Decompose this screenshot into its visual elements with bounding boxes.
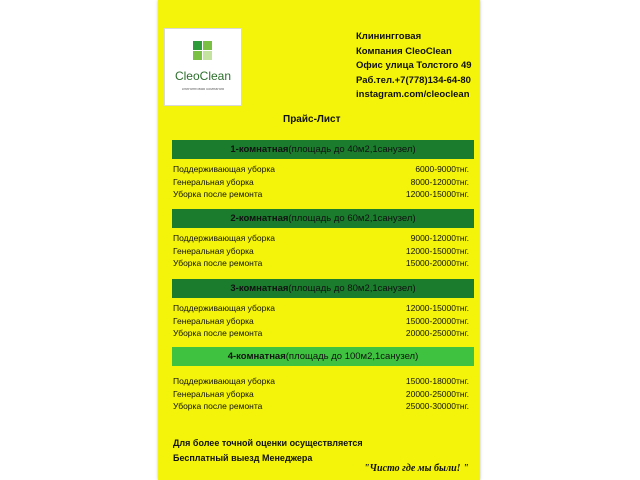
- section-heading-3-room: [172, 279, 474, 298]
- service-price: 6000-9000тнг.: [415, 164, 469, 174]
- service-price: 25000-30000тнг.: [405, 401, 469, 411]
- company-info: [356, 30, 472, 103]
- price-rows-4-room: [173, 375, 469, 413]
- logo-tagline: клининговая компания: [182, 86, 224, 91]
- section-heading-details: (площадь до 40м2,1санузел): [288, 144, 416, 155]
- price-row: [173, 315, 469, 328]
- service-name: Поддерживающая уборка: [173, 376, 275, 386]
- price-list-flyer: [158, 0, 480, 480]
- price-row: [173, 163, 469, 176]
- price-row: [173, 245, 469, 258]
- company-address: Офис улица Толстого 49: [356, 60, 472, 71]
- price-row: [173, 232, 469, 245]
- service-name: Уборка после ремонта: [173, 189, 263, 199]
- section-heading-bold: 3-комнатная: [230, 283, 289, 294]
- company-name: Компания CleoClean: [356, 45, 452, 57]
- price-row: [173, 176, 469, 189]
- service-name: Поддерживающая уборка: [173, 233, 275, 243]
- price-row: [173, 400, 469, 413]
- price-row: [173, 257, 469, 270]
- company-logo: [164, 28, 242, 106]
- company-instagram: instagram.com/cleoclean: [356, 89, 470, 100]
- price-rows-1-room: [173, 163, 469, 201]
- service-price: 15000-18000тнг.: [405, 376, 469, 386]
- section-heading-details: (площадь до 60м2,1санузел): [288, 213, 416, 224]
- service-price: 12000-15000тнг.: [405, 189, 469, 199]
- footer-line-2: Бесплатный выезд Менеджера: [173, 453, 313, 463]
- slogan: "Чисто где мы были! ": [364, 463, 469, 474]
- service-name: Генеральная уборка: [173, 315, 254, 326]
- section-heading-details: (площадь до 80м2,1санузел): [288, 283, 416, 294]
- logo-square-icon: [203, 51, 212, 60]
- section-heading-4-room: [172, 347, 474, 366]
- footer-line-1: Для более точной оценки осуществляется: [173, 438, 363, 448]
- service-price: 9000-12000тнг.: [410, 233, 469, 243]
- service-name: Генеральная уборка: [173, 245, 254, 256]
- service-price: 20000-25000тнг.: [405, 328, 469, 338]
- service-name: Генеральная уборка: [173, 388, 254, 399]
- service-name: Генеральная уборка: [173, 176, 254, 187]
- service-price: 20000-25000тнг.: [405, 388, 469, 399]
- company-type: Клинингговая: [356, 31, 422, 42]
- service-price: 12000-15000тнг.: [405, 245, 469, 256]
- service-name: Уборка после ремонта: [173, 401, 263, 411]
- company-phone: Раб.тел.+7(778)134-64-80: [356, 74, 471, 86]
- price-row: [173, 375, 469, 388]
- section-heading-bold: 1-комнатная: [230, 144, 289, 155]
- service-price: 12000-15000тнг.: [405, 303, 469, 313]
- logo-name: CleoClean: [174, 69, 232, 83]
- logo-square-icon: [193, 41, 202, 50]
- section-heading-bold: 4-комнатная: [227, 351, 286, 362]
- page-title: Прайс-Лист: [283, 114, 341, 125]
- service-name: Поддерживающая уборка: [173, 303, 275, 313]
- service-price: 15000-20000тнг.: [405, 315, 469, 326]
- price-row: [173, 327, 469, 340]
- service-name: Уборка после ремонта: [173, 258, 263, 268]
- section-heading-details: (площадь до 100м2,1санузел): [285, 351, 419, 362]
- section-heading-bold: 2-комнатная: [230, 213, 289, 224]
- service-name: Уборка после ремонта: [173, 328, 263, 338]
- service-price: 15000-20000тнг.: [405, 258, 469, 268]
- price-rows-3-room: [173, 302, 469, 340]
- price-row: [173, 388, 469, 401]
- price-rows-2-room: [173, 232, 469, 270]
- service-price: 8000-12000тнг.: [410, 176, 469, 187]
- service-name: Поддерживающая уборка: [173, 164, 275, 174]
- logo-square-icon: [203, 41, 212, 50]
- price-row: [173, 188, 469, 201]
- logo-square-icon: [193, 51, 202, 60]
- price-row: [173, 302, 469, 315]
- footer-note: [173, 436, 363, 466]
- section-heading-1-room: [172, 140, 474, 159]
- section-heading-2-room: [172, 209, 474, 228]
